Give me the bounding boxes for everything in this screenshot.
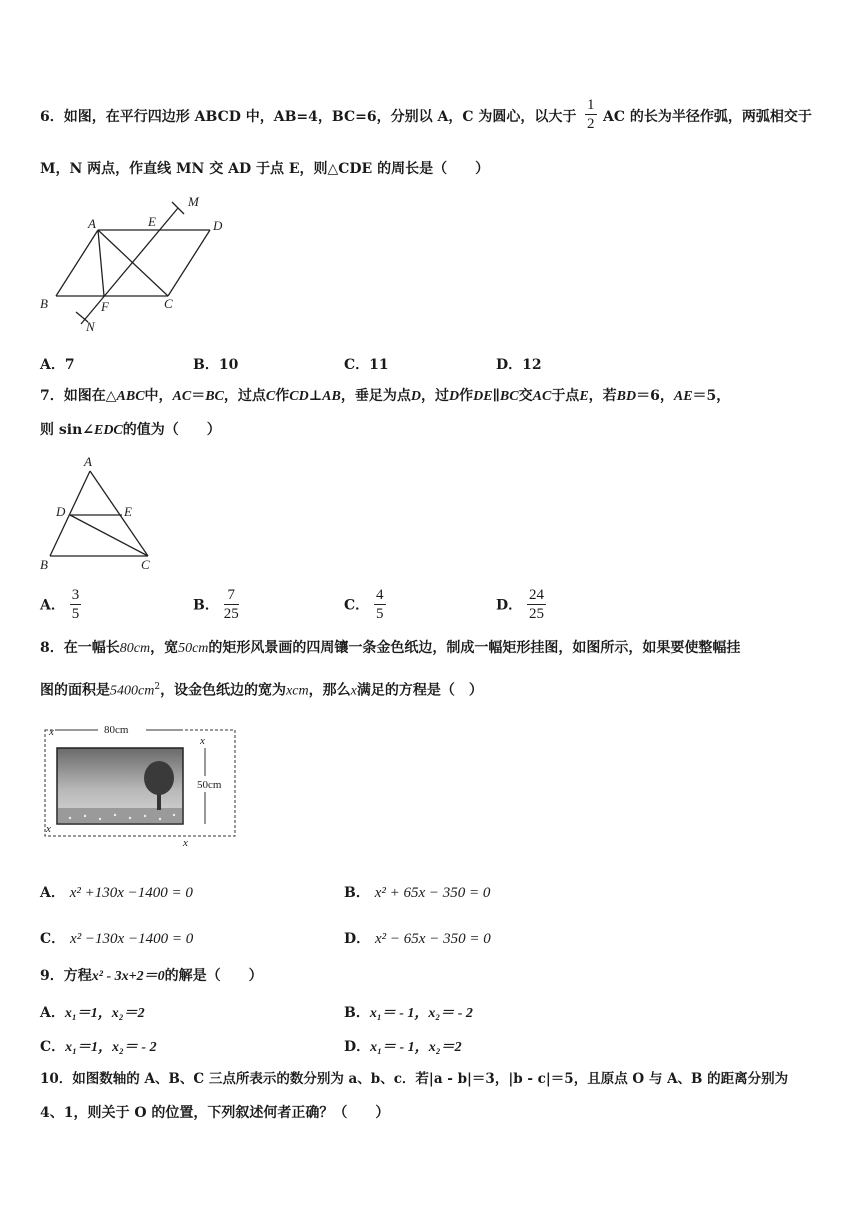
frac-den: 2 (587, 116, 595, 132)
frac-num: 1 (587, 97, 595, 113)
line-ac (90, 471, 148, 556)
label-d: D (56, 504, 66, 519)
label-b: B (40, 296, 48, 311)
label-a: A (84, 454, 92, 469)
label-x-left: x (46, 823, 51, 835)
q7-line2: 则 sin∠EDC的值为（ ） (40, 422, 221, 438)
q6-half-fraction (585, 96, 597, 133)
label-f: F (101, 299, 109, 314)
q10-line1: 10．如图数轴的 A、B、C 三点所表示的数分别为 a、b、c．若|a - b|＝3，|b - c|＝5，且原点 O 与 A、B 的距离分别为 (40, 1071, 789, 1087)
line-ac (98, 230, 168, 296)
q7-option-b[interactable]: B． $\frac{7}{25}$ (193, 587, 239, 622)
q10-line2: 4、1，则关于 O 的位置，下列叙述何者正确？（ ） (40, 1105, 390, 1121)
line-dc (70, 515, 148, 556)
label-50cm: 50cm (197, 779, 222, 791)
label-d: D (213, 218, 223, 233)
tree-crown (144, 761, 174, 795)
q6-option-c[interactable]: C．11 (344, 357, 389, 373)
label-b: B (40, 557, 48, 572)
line-dc (168, 230, 210, 296)
q8-option-d[interactable]: D． x² − 65x − 350 = 0 (344, 931, 491, 947)
q9-option-b[interactable]: B．x₁＝ - 1，x₂＝ - 2 (344, 1005, 473, 1021)
q8-picture-frame-figure (40, 718, 240, 850)
line-af (98, 230, 104, 296)
q6-text-a: 如图，在平行四边形 ABCD 中，AB=4，BC=6，分别以 A，C 为圆心，以大于 (63, 109, 577, 125)
q6-number: 6． (40, 109, 64, 125)
q9-option-d[interactable]: D．x₁＝ - 1，x₂＝2 (344, 1039, 462, 1055)
q6-option-a[interactable]: A．7 (40, 357, 75, 373)
label-80cm: 80cm (104, 724, 129, 736)
q7-option-d[interactable]: D． $\frac{24}{25}$ (496, 587, 545, 622)
q7-triangle-figure (36, 453, 166, 573)
ground (58, 808, 182, 823)
label-m: M (188, 194, 199, 209)
q8-option-b[interactable]: B． x² + 65x − 350 = 0 (344, 885, 491, 901)
label-e: E (124, 504, 132, 519)
q7-line1: 7．如图在△ABC中，AC＝BC，过点C作CD⊥AB，垂足为点D，过D作DE∥BC交AC于点E，若BD＝6，AE＝5， (40, 388, 731, 404)
q6-line1-b: AC 的长为半径作弧，两弧相交于 (603, 109, 812, 125)
label-a: A (88, 216, 96, 231)
label-e: E (148, 214, 156, 229)
q6-option-b[interactable]: B．10 (193, 357, 239, 373)
q7-option-c[interactable]: C． $\frac{4}{5}$ (344, 587, 384, 622)
line-ab (56, 230, 98, 296)
q8-line2: 图的面积是$5400cm^2$，设金色纸边的宽为xcm，那么x满足的方程是（ ） (40, 682, 483, 699)
q9-option-c[interactable]: C．x₁＝1，x₂＝ - 2 (40, 1039, 157, 1055)
q9-option-a[interactable]: A．x₁＝1，x₂＝2 (40, 1005, 145, 1021)
q6-parallelogram-figure (38, 190, 238, 340)
label-x-bottom: x (183, 837, 188, 849)
q8-line1: 8．在一幅长80cm，宽50cm的矩形风景画的四周镶一条金色纸边，制成一幅矩形挂图，如图所示，如果要使整幅挂 (40, 640, 741, 656)
q6-option-d[interactable]: D．12 (496, 357, 542, 373)
q9-line: 9．方程x² - 3x+2＝0的解是（ ） (40, 968, 263, 984)
label-x-top: x (49, 726, 54, 738)
q7-option-a[interactable]: A． $\frac{3}{5}$ (40, 587, 80, 622)
q6-line1 (40, 107, 576, 127)
q8-option-c[interactable]: C． x² −130x −1400 = 0 (40, 931, 194, 947)
label-c: C (141, 557, 150, 572)
label-c: C (164, 296, 173, 311)
label-x-right: x (200, 735, 205, 747)
q8-option-a[interactable]: A． x² +130x −1400 = 0 (40, 885, 193, 901)
label-n: N (86, 319, 95, 334)
q6-line2: M，N 两点，作直线 MN 交 AD 于点 E，则△CDE 的周长是（ ） (40, 161, 490, 177)
